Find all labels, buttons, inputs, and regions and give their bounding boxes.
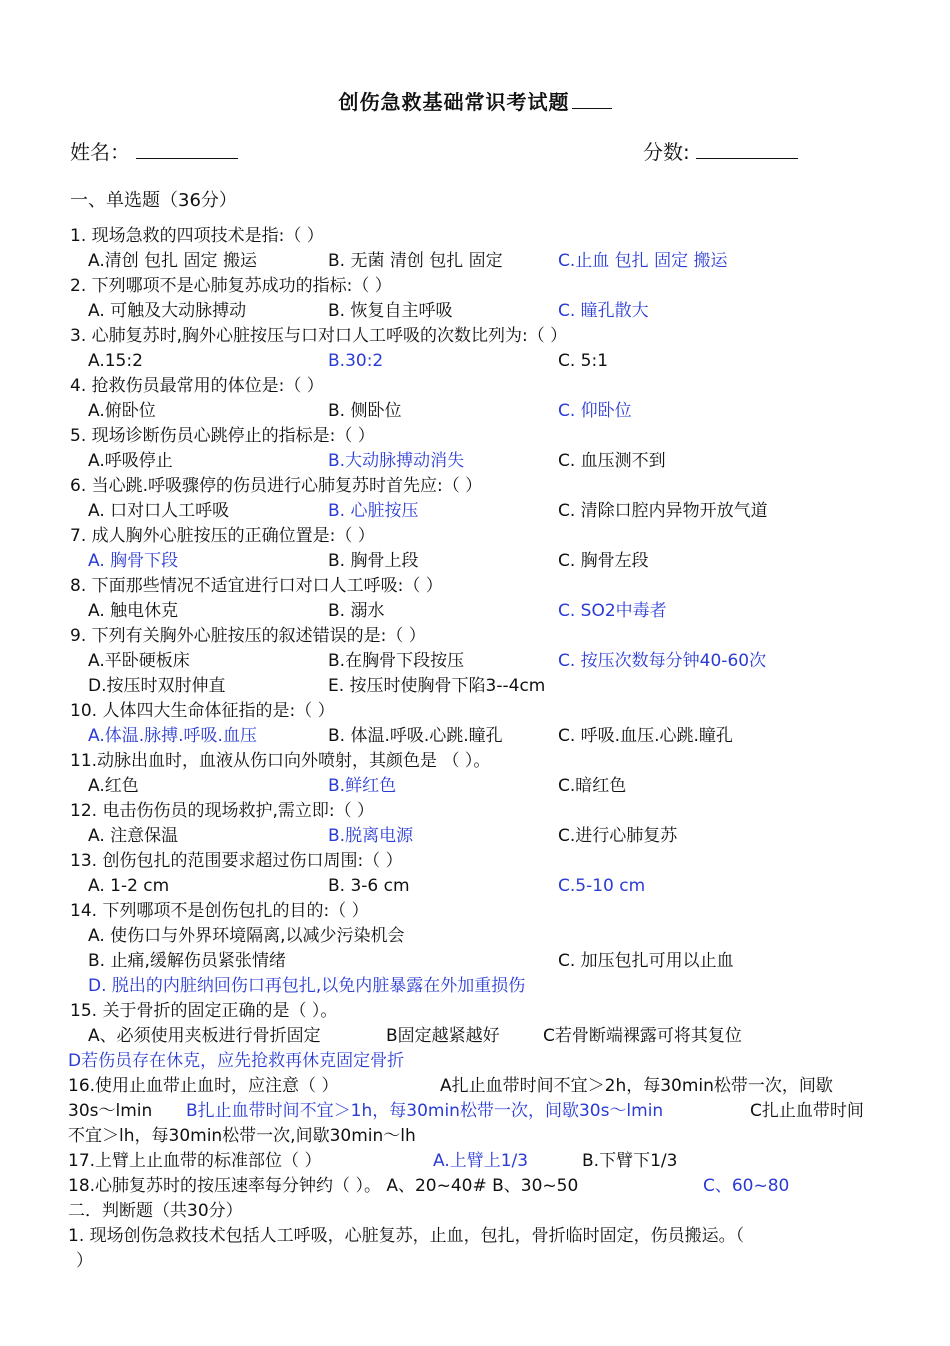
question-text: 11.动脉出血时，血液从伤口向外喷射，其颜色是 （ ）。: [70, 751, 491, 771]
option-a: A. 口对口人工呼吸: [88, 501, 230, 521]
option-a: A扎止血带时间不宜＞2h，每30min松带一次，间歇: [440, 1076, 833, 1096]
question-row: [0, 574, 950, 599]
option-a-answer: A. 胸骨下段: [88, 551, 179, 571]
option-b-answer: B. 心脏按压: [328, 501, 419, 521]
option-a: A.平卧硬板床: [88, 651, 190, 671]
question-text-continued: ）: [76, 1251, 93, 1271]
question-text: 7. 成人胸外心脏按压的正确位置是:（ ）: [70, 526, 375, 546]
question-row: [0, 424, 950, 449]
option-b: B.下臂下1/3: [582, 1151, 678, 1171]
option-row: [0, 924, 950, 949]
question-row: [0, 899, 950, 924]
option-a: A.俯卧位: [88, 401, 156, 421]
question-row: [0, 1174, 950, 1199]
option-e: E. 按压时使胸骨下陷3--4cm: [328, 676, 546, 696]
page-title: [0, 86, 950, 115]
option-d: D.按压时双肘伸直: [88, 676, 226, 696]
option-row: [0, 549, 950, 574]
title-blank-line: [572, 90, 612, 109]
question-row: [0, 1074, 950, 1099]
option-a: A.清创 包扎 固定 搬运: [88, 251, 257, 271]
question-row: [0, 324, 950, 349]
option-b: B. 体温.呼吸.心跳.瞳孔: [328, 726, 503, 746]
option-b: B. 3-6 cm: [328, 876, 410, 896]
question-text: 12. 电击伤伤员的现场救护,需立即:（ ）: [70, 801, 374, 821]
option-row: [0, 1049, 950, 1074]
question-text: 5. 现场诊断伤员心跳停止的指标是:（ ）: [70, 426, 375, 446]
option-b: B固定越紧越好: [386, 1026, 500, 1046]
option-b-answer: B.大动脉搏动消失: [328, 451, 465, 471]
question-row: [0, 474, 950, 499]
option-c-answer: C、60~80: [703, 1176, 790, 1196]
option-d-answer: D. 脱出的内脏纳回伤口再包扎,以免内脏暴露在外加重损伤: [88, 976, 526, 996]
option-row: [0, 774, 950, 799]
question-row: [0, 1224, 950, 1249]
option-row: [0, 874, 950, 899]
question-text: 1. 现场急救的四项技术是指:（ ）: [70, 226, 324, 246]
section-heading-single-choice: 一、单选题（36分）: [70, 190, 237, 211]
option-c: C. 清除口腔内异物开放气道: [558, 501, 768, 521]
option-a: A. 触电休克: [88, 601, 179, 621]
option-b-answer: B.30:2: [328, 351, 384, 371]
option-c: C.进行心肺复苏: [558, 826, 678, 846]
option-c-continued: 不宜＞lh，每30min松带一次,间歇30min～lh: [68, 1126, 416, 1146]
score-blank-line: [696, 138, 798, 159]
option-row: [0, 1024, 950, 1049]
option-row: [0, 949, 950, 974]
score-label: 分数:: [643, 140, 690, 164]
question-text: 14. 下列哪项不是创伤包扎的目的:（ ）: [70, 901, 369, 921]
question-row: [0, 224, 950, 249]
question-text: 10. 人体四大生命体征指的是:（ ）: [70, 701, 335, 721]
question-row: [0, 999, 950, 1024]
option-c: C.暗红色: [558, 776, 627, 796]
question-text: 8. 下面那些情况不适宜进行口对口人工呼吸:（ ）: [70, 576, 443, 596]
option-a: A. 1-2 cm: [88, 876, 170, 896]
question-text: 4. 抢救伤员最常用的体位是:（ ）: [70, 376, 324, 396]
name-field: [70, 136, 238, 165]
title-text: 创伤急救基础常识考试题: [338, 90, 570, 114]
option-b: B. 溺水: [328, 601, 385, 621]
option-a: A. 使伤口与外界环境隔离,以减少污染机会: [88, 926, 405, 946]
option-b: B. 无菌 清创 包扎 固定: [328, 251, 503, 271]
option-c-answer: C. 按压次数每分钟40-60次: [558, 651, 767, 671]
question-row: [0, 699, 950, 724]
section-heading-true-false: 二．判断题（共30分）: [68, 1201, 243, 1221]
question-row: [0, 274, 950, 299]
option-b: B.在胸骨下段按压: [328, 651, 465, 671]
option-c: C. 5:1: [558, 351, 609, 371]
option-c-answer: C. 瞳孔散大: [558, 301, 649, 321]
option-row: [0, 1099, 950, 1124]
option-c: C. 呼吸.血压.心跳.瞳孔: [558, 726, 733, 746]
option-row: [0, 249, 950, 274]
option-a: A.呼吸停止: [88, 451, 173, 471]
option-row: [0, 399, 950, 424]
question-text: 3. 心肺复苏时,胸外心脏按压与口对口人工呼吸的次数比列为:（ ）: [70, 326, 568, 346]
option-row: [0, 649, 950, 674]
name-label: 姓名：: [70, 140, 130, 164]
option-a: A. 注意保温: [88, 826, 179, 846]
option-c: C. 血压测不到: [558, 451, 666, 471]
option-d-answer: D若伤员存在休克，应先抢救再休克固定骨折: [68, 1051, 405, 1071]
section-row: [0, 1199, 950, 1224]
question-text: 1. 现场创伤急救技术包括人工呼吸，心脏复苏，止血，包扎，骨折临时固定，伤员搬运。（: [68, 1226, 745, 1246]
question-row: [0, 1149, 950, 1174]
option-row: [0, 824, 950, 849]
option-c-answer: C.止血 包扎 固定 搬运: [558, 251, 728, 271]
question-text: 15. 关于骨折的固定正确的是（ ）。: [70, 1001, 338, 1021]
question-row: [0, 749, 950, 774]
option-row: [0, 299, 950, 324]
question-text: 16.使用止血带止血时，应注意（ ）: [68, 1076, 339, 1096]
option-b: B. 侧卧位: [328, 401, 402, 421]
option-a: A、必须使用夹板进行骨折固定: [88, 1026, 321, 1046]
option-row: [0, 974, 950, 999]
option-a-answer: A.上臂上1/3: [433, 1151, 529, 1171]
question-row: [0, 524, 950, 549]
option-row: [0, 349, 950, 374]
option-c-answer: C.5-10 cm: [558, 876, 646, 896]
option-row: [0, 449, 950, 474]
option-c: C若骨断端裸露可将其复位: [543, 1026, 742, 1046]
question-row: [0, 849, 950, 874]
option-c: C. 加压包扎可用以止血: [558, 951, 734, 971]
option-b-answer: B.脱离电源: [328, 826, 414, 846]
option-b-answer: B扎止血带时间不宜＞1h，每30min松带一次，间歇30s～lmin: [186, 1101, 664, 1121]
question-text: 9. 下列有关胸外心脏按压的叙述错误的是:（ ）: [70, 626, 426, 646]
option-a: A. 可触及大动脉搏动: [88, 301, 247, 321]
option-row: [0, 724, 950, 749]
option-row: [0, 1124, 950, 1149]
option-a: A.红色: [88, 776, 139, 796]
question-text: 2. 下列哪项不是心肺复苏成功的指标:（ ）: [70, 276, 392, 296]
question-row: [0, 624, 950, 649]
option-c-answer: C. SO2中毒者: [558, 601, 667, 621]
option-a-continued: 30s～lmin: [68, 1101, 153, 1121]
name-blank-line: [136, 138, 238, 159]
question-text: 17.上臂上止血带的标准部位（ ）: [68, 1151, 322, 1171]
score-field: [643, 136, 798, 165]
option-b: B. 胸骨上段: [328, 551, 419, 571]
option-row: [0, 599, 950, 624]
question-text: 6. 当心跳.呼吸骤停的伤员进行心肺复苏时首先应:（ ）: [70, 476, 483, 496]
option-b: B. 止痛,缓解伤员紧张情绪: [88, 951, 286, 971]
option-row: [0, 674, 950, 699]
option-c: C扎止血带时间: [750, 1101, 864, 1121]
option-a: A.15:2: [88, 351, 143, 371]
option-b: B. 恢复自主呼吸: [328, 301, 453, 321]
option-row: [0, 499, 950, 524]
option-c: C. 胸骨左段: [558, 551, 649, 571]
question-row: [0, 1249, 950, 1274]
option-a-answer: A.体温.脉搏.呼吸.血压: [88, 726, 257, 746]
option-c-answer: C. 仰卧位: [558, 401, 632, 421]
question-text: 18.心肺复苏时的按压速率每分钟约（ ）。 A、20~40# B、30~50: [68, 1176, 579, 1196]
question-row: [0, 799, 950, 824]
question-row: [0, 374, 950, 399]
question-text: 13. 创伤包扎的范围要求超过伤口周围:（ ）: [70, 851, 403, 871]
option-b-answer: B.鲜红色: [328, 776, 397, 796]
